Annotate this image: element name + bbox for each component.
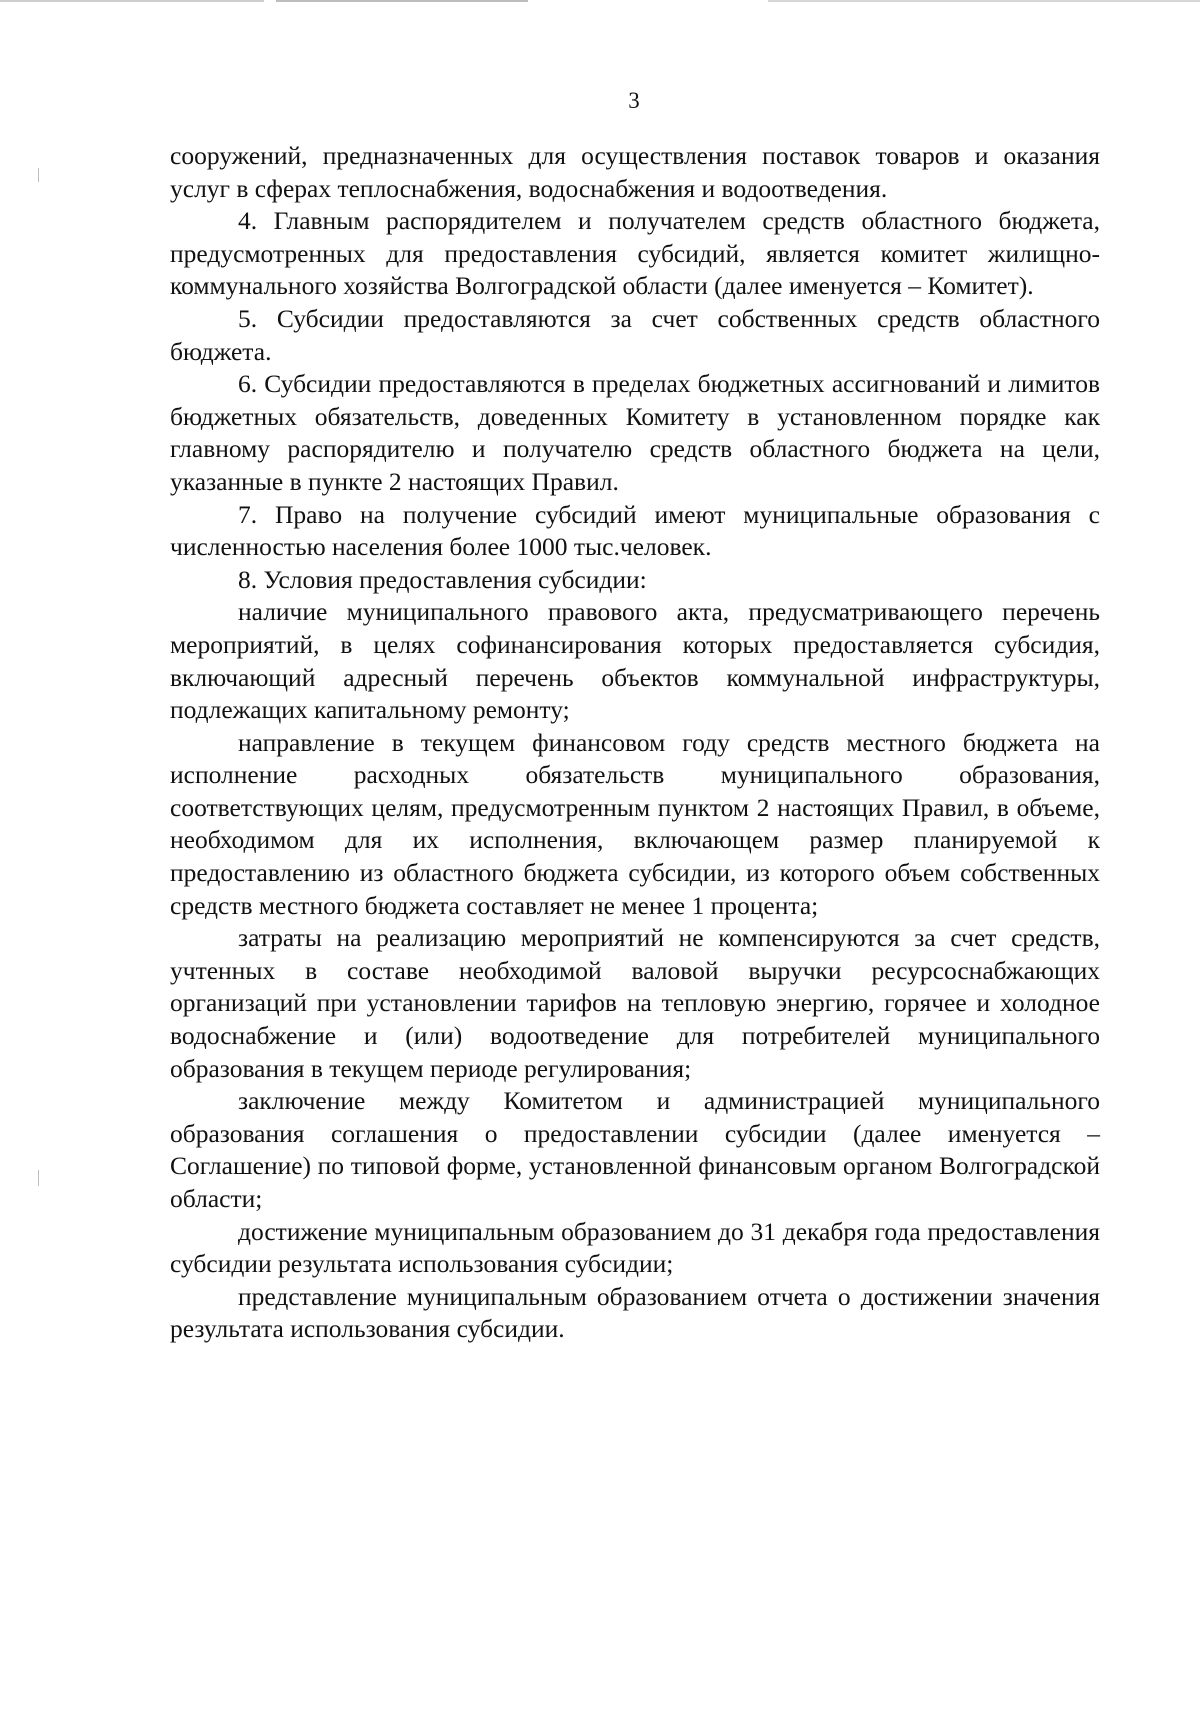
scan-margin-mark (38, 1170, 39, 1186)
paragraph-condition: наличие муниципального правового акта, предусматривающего перечень мероприятий, в целях софинансирования которых предоставляется субсидия, включающий адресный перечень объектов коммунальной инфраструктуры, подлежащих капитальному ремонту; (170, 597, 1100, 725)
paragraph-item-4: 4. Главным распорядителем и получателем средств областного бюджета, предусмотренных для предоставления субсидий, является комитет жилищно-коммунального хозяйства Волгоградской области (далее именуется – Комитет). (170, 206, 1100, 301)
page-number: 3 (628, 88, 640, 113)
paragraph-condition: достижение муниципальным образованием до 31 декабря года предоставления субсидии результата использования субсидии; (170, 1216, 1100, 1279)
paragraph-item-6: 6. Субсидии предоставляются в пределах бюджетных ассигнований и лимитов бюджетных обязательств, доведенных Комитету в установленном порядке как главному распорядителю и получателю средств областного бюджета на цели, указанные в пункте 2 настоящих Правил. (170, 369, 1100, 496)
scan-margin-mark (38, 168, 39, 182)
paragraph-continuation: сооружений, предназначенных для осуществления поставок товаров и оказания услуг в сферах теплоснабжения, водоснабжения и водоотведения. (170, 141, 1100, 203)
document-body (170, 140, 1100, 1346)
paragraph-condition: затраты на реализацию мероприятий не компенсируются за счет средств, учтенных в составе необходимой валовой выручки ресурсоснабжающих организаций при установлении тарифов на тепловую энергию, горячее и холодное водоснабжение и (или) водоотведение для потребителей муниципального образования в текущем периоде регулирования; (170, 923, 1100, 1083)
paragraph-item-7: 7. Право на получение субсидий имеют муниципальные образования с численностью населения более 1000 тыс.человек. (170, 499, 1100, 562)
paragraph-condition: заключение между Комитетом и администрацией муниципального образования соглашения о предоставлении субсидии (далее именуется – Соглашение) по типовой форме, установленной финансовым органом Волгоградской области; (170, 1086, 1100, 1213)
paragraph-item-5: 5. Субсидии предоставляются за счет собственных средств областного бюджета. (170, 303, 1100, 366)
paragraph-condition: направление в текущем финансовом году средств местного бюджета на исполнение расходных обязательств муниципального образования, соответствующих целям, предусмотренным пунктом 2 настоящих Правил, в объеме, необходимом для их исполнения, включающем размер планируемой к предоставлению из областного бюджета субсидии, из которого объем собственных средств местного бюджета составляет не менее 1 процента; (170, 727, 1100, 920)
scan-top-edge (0, 0, 1200, 2)
paragraph-condition: представление муниципальным образованием отчета о достижении значения результата использования субсидии. (170, 1281, 1100, 1344)
paragraph-item-8-heading: 8. Условия предоставления субсидии: (238, 564, 647, 594)
